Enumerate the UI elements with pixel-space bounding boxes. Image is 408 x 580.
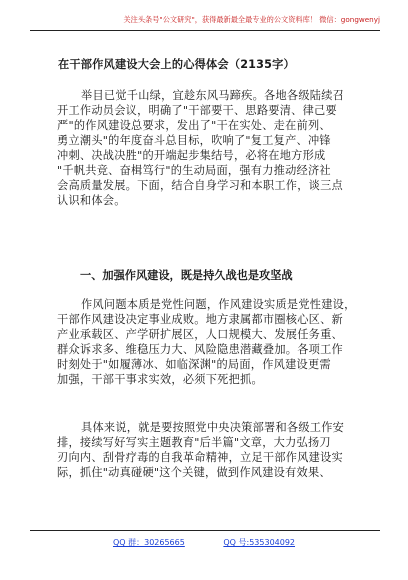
paragraph-line: 勇立潮头"的年度奋斗总目标，吹响了"复工复产、冲锋 <box>57 134 331 147</box>
paragraph-intro <box>57 88 357 208</box>
header-divider <box>30 30 380 31</box>
paragraph-line: "千帆共竞、奋楫笃行"的生动局面，强有力推动经济社 <box>57 164 331 177</box>
footer-contact <box>0 537 408 548</box>
section-heading: 一、加强作风建设，既是持久战也是攻坚战 <box>80 269 293 282</box>
paragraph-line: 认识和体会。 <box>57 194 126 207</box>
paragraph-line: 加强，干部干事求实效，必须下死把抓。 <box>57 373 263 386</box>
paragraph-line: 开工作动员会议，明确了"干部要干、思路要清、律己要 <box>57 104 337 117</box>
paragraph-line: 会高质量发展。下面，结合自身学习和本职工作，谈三点 <box>57 179 343 192</box>
document-title: 在干部作风建设大会上的心得体会（2135字） <box>58 58 295 71</box>
paragraph-line: 群众诉求多、维稳压力大、风险隐患潜藏叠加。各项工作 <box>57 343 343 356</box>
qq-group-link[interactable]: QQ 群：30265665 <box>112 538 185 547</box>
paragraph-line: 际，抓住"动真碰硬"这个关键，做到作风建设有效果、 <box>57 466 331 479</box>
paragraph-line: 具体来说，就是要按照党中央决策部署和各级工作安 <box>81 421 345 434</box>
paragraph-line: 刃向内、刮骨疗毒的自我革命精神，立足干部作风建设实 <box>57 451 343 464</box>
paragraph-line: 严"的作风建设总要求，发出了"干在实处、走在前列、 <box>57 119 331 132</box>
paragraph-line: 举目已觉千山绿，宜趁东风马蹄疾。各地各级陆续召 <box>81 89 345 102</box>
paragraph-line: 干部作风建设决定事业成败。地方隶属都市圈核心区、新 <box>57 313 343 326</box>
paragraph-line: 时刻处于"如履薄冰、如临深渊"的局面，作风建设更需 <box>57 358 331 371</box>
header-promo-notice: 关注头条号"公文研究"，获得最新最全最专业的公文资料库！ 微信：gongwenyj <box>123 15 380 24</box>
paragraph-section1 <box>57 297 357 387</box>
paragraph-line: 产业承载区、产学研扩展区，人口规模大、发展任务重、 <box>57 328 343 341</box>
footer-divider <box>30 530 380 531</box>
qq-number-link[interactable]: QQ 号:535304092 <box>223 538 296 547</box>
paragraph-line: 作风问题本质是党性问题，作风建设实质是党性建设， <box>81 298 356 311</box>
paragraph-details <box>57 420 357 480</box>
paragraph-line: 冲刺、决战决胜"的开端起步集结号，必将在地方形成 <box>57 149 326 162</box>
paragraph-line: 排，接续写好写实主题教育"后半篇"文章，大力弘扬刀 <box>57 436 331 449</box>
